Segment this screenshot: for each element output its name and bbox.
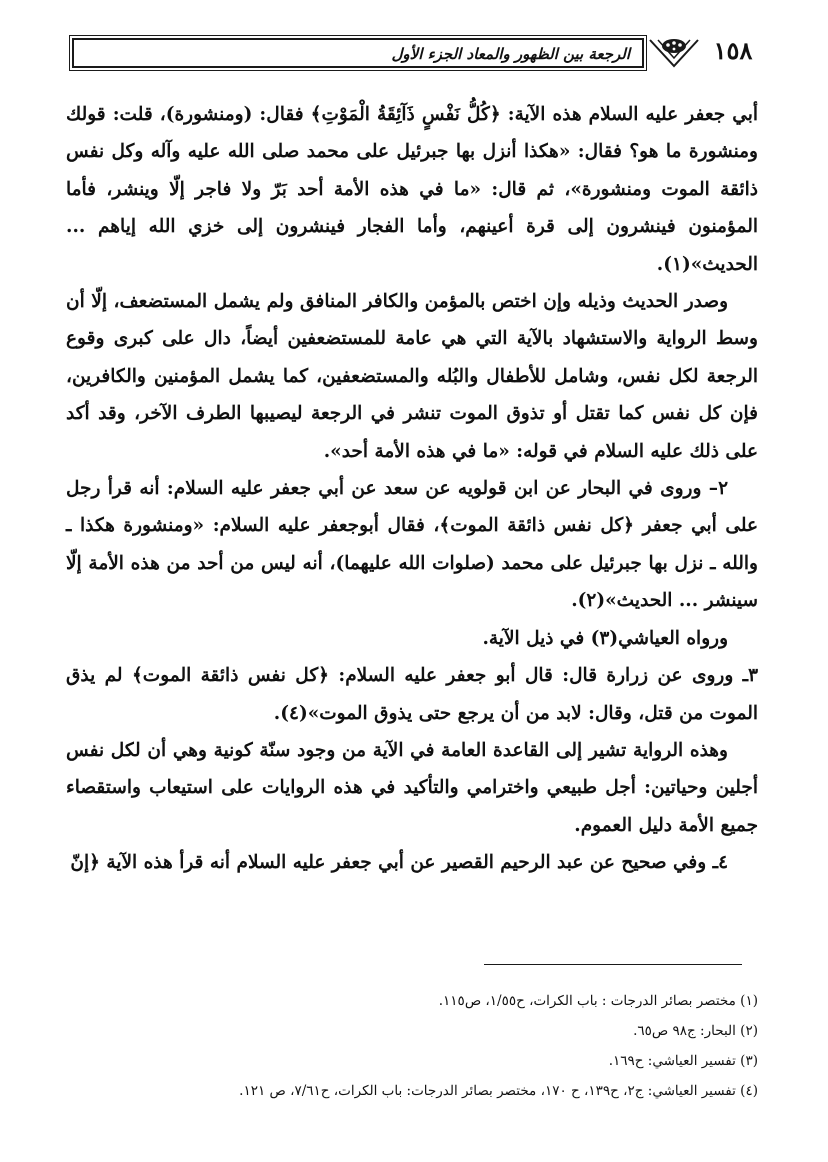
footnote-separator [484, 964, 742, 965]
paragraph-narration-3: ٣ـ وروى عن زرارة قال: قال أبو جعفر عليه السلام: ﴿كل نفس ذائقة الموت﴾ لم يذق الموت من قتل، وقال: لابد من أن يرجع حتى يذوق الموت»(٤). [66, 665, 758, 724]
footnotes [80, 986, 758, 1106]
paragraph-commentary: وصدر الحديث وذيله وإن اختص بالمؤمن والكافر المنافق ولم يشمل المستضعف، إلّا أن وسط الرواية والاستشهاد بالآية التي هي عامة للمستضعفين أيضاً، دال على كبرى وقوع الرجعة لكل نفس، وشامل للأطفال والبُله والمستضعفين، كما يشمل المؤمنين والكافرين، فإن كل نفس كما تقتل أو تذوق الموت تنشر في الرجعة ليصيبها الطرف الآخر، وقد أكد على ذلك عليه السلام في قوله: «ما في هذه الأمة أحد». [66, 291, 758, 462]
footnote-1: (١) مختصر بصائر الدرجات : باب الكرات، ح١/٥٥، ص١١٥. [438, 993, 758, 1009]
paragraph-narration-4: ٤ـ وفي صحيح عن عبد الرحيم القصير عن أبي جعفر عليه السلام أنه قرأ هذه الآية ﴿إنّ [70, 852, 728, 874]
paragraph-ayyashi: ورواه العياشي(٣) في ذيل الآية. [482, 627, 728, 649]
page-number: ١٥٨ [713, 36, 753, 65]
paragraph-rule: وهذه الرواية تشير إلى القاعدة العامة في الآية من وجود سنّة كونية وهي أن لكل نفس أجلين وحياتين: أجل طبيعي واخترامي والتأكيد في هذه الروايات على استيعاب واستقصاء جميع الأمة دليل العموم. [66, 739, 758, 836]
book-title: الرجعة بين الظهور والمعاد الجزء الأول [391, 45, 630, 63]
footnote-2: (٢) البحار: ج٩٨ ص٦٥. [633, 1023, 758, 1039]
main-text [66, 96, 758, 882]
paragraph-continuation: أبي جعفر عليه السلام هذه الآية: ﴿كُلُّ نَفْسٍ ذَآئِقَةُ الْمَوْتِ﴾ فقال: (ومنشورة)، قلت: قولك ومنشورة ما هو؟ فقال: «هكذا أنزل بها جبرئيل على محمد صلى الله عليه وآله وكل نفس ذائقة الموت ومنشورة»، ثم قال: «ما في هذه الأمة أحد بَرّ ولا فاجر إلّا وينشر، فأما المؤمنون فينشرون إلى قرة أعينهم، وأما الفجار فينشرون إلى خزي الله إياهم ... الحديث»(١). [66, 104, 758, 275]
paragraph-narration-2: ٢– وروى في البحار عن ابن قولويه عن سعد عن أبي جعفر عليه السلام: أنه قرأ رجل على أبي جعفر ﴿كل نفس ذائقة الموت﴾، فقال أبوجعفر عليه السلام: «ومنشورة هكذا ـ والله ـ نزل بها جبرئيل على محمد (صلوات الله عليهما)، أنه ليس من أحد من هذه الأمة إلّا سينشر ... الحديث»(٢). [66, 478, 758, 612]
running-header [72, 30, 762, 74]
footnote-4: (٤) تفسير العياشي: ج٢، ح١٣٩، ح ١٧٠، مختصر بصائر الدرجات: باب الكرات، ح٧/٦١، ص ١٢١. [239, 1083, 758, 1099]
footnote-3: (٣) تفسير العياشي: ح١٦٩. [608, 1053, 758, 1069]
decorative-ornament-icon [648, 32, 700, 72]
